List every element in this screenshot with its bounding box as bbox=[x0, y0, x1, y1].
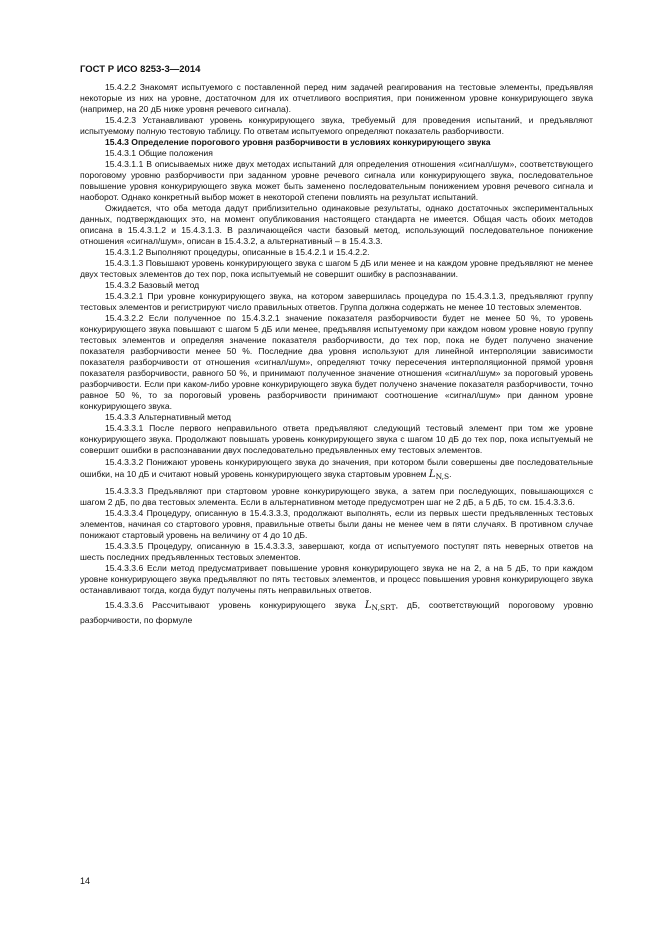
para-last-text-after: , дБ, соответствующий пороговому уровню разборчивости, по формуле bbox=[80, 600, 594, 625]
para-15-4-3-1-1: 15.4.3.1.1 В описываемых ниже двух методах испытаний для определения отношения «сигнал/шум», соответствующего пороговому уровню разборчивости при заданном уровне речевого сигнала или конкурирующего звука, последовательное повышение уровня конкурирующего звука может быть заменено последовательным понижением уровня речевого сигнала и наоборот. Однако конкретный выбор может в некоторой степени повлиять на результат испытаний. bbox=[80, 159, 593, 202]
subheading-15-4-3-2: 15.4.3.2 Базовый метод bbox=[105, 280, 200, 290]
symbol-l-nsrt bbox=[365, 600, 396, 611]
symbol-l-ns-subscript: N,S bbox=[435, 472, 450, 481]
para-15-4-3-2-1: 15.4.3.2.1 При уровне конкурирующего звука, на котором завершилась процедура по 15.4.3.1.3, предъявляют группу тестовых элементов и регистрируют число правильных ответов. Группа должна содержать не менее 10 тестовых элементов. bbox=[80, 291, 593, 312]
symbol-l-nsrt-subscript: N,SRT bbox=[371, 603, 396, 612]
para-15-4-3-3-5: 15.4.3.3.5 Процедуру, описанную в 15.4.3.3.3, завершают, когда от испытуемого поступят пять неверных ответов на шесть последних предъявленных тестовых элементов. bbox=[80, 541, 593, 562]
symbol-l-2: L bbox=[364, 600, 372, 611]
para-15-4-3-3-4: 15.4.3.3.4 Процедуру, описанную в 15.4.3.3.3, продолжают выполнять, если из первых шести предъявленных тестовых элементов, начиная со стартового уровня, правильные ответы были даны не менее чем в пяти случаях. В противном случае понижают стартовый уровень на величину от 4 до 10 дБ. bbox=[80, 508, 593, 540]
para-15-4-3-1-3: 15.4.3.1.3 Повышают уровень конкурирующего звука с шагом 5 дБ или менее и на каждом уровне предъявляют не менее двух тестовых элементов до тех пор, пока испытуемый не совершит ошибку в распознавании. bbox=[80, 258, 593, 279]
para-15-4-3-2-2: 15.4.3.2.2 Если полученное по 15.4.3.2.1 значение показателя разборчивости будет не менее 50 %, то уровень конкурирующего звука повышают с шагом 5 дБ или менее, предъявляя испытуемому при каждом новом уровне новую группу тестовых элементов и определяя значение показателя разборчивости, до тех пор, пока не будет получено значение показателя разборчивости менее 50 %. Последние два уровня используют для линейной интерполяции зависимости показателя разборчивости от отношения «сигнал/шум», определяют точку пересечения интерполяционной прямой уровня показателя разборчивости, равного 50 %, и принимают полученное значение отношения «сигнал/шум» за пороговый уровень разборчивости. Если при каком-либо уровне конкурирующего звука будет получено значение показателя разборчивости, точно равное 50 %, то за пороговый уровень разборчивости принимают соотношение «сигнал/шум» при данном уровне конкурирующего звука. bbox=[80, 313, 593, 411]
para-15-4-3-3-6-b bbox=[80, 599, 593, 626]
para-15-4-2-2: 15.4.2.2 Знакомят испытуемого с поставленной перед ним задачей реагирования на тестовые элементы, предъявляя некоторые из них на уровне, достаточном для их отчетливого восприятия, при пониженном уровне конкурирующего звука (например, на 20 дБ ниже уровня речевого сигнала). bbox=[80, 82, 593, 114]
para-15-4-2-3: 15.4.2.3 Устанавливают уровень конкурирующего звука, требуемый для проведения испытаний, и предъявляют испытуемому полную тестовую таблицу. По ответам испытуемого определяют показатель разборчивости. bbox=[80, 115, 593, 136]
document-header: ГОСТ Р ИСО 8253-3—2014 bbox=[80, 64, 201, 75]
para-last-text-before: 15.4.3.3.6 Рассчитывают уровень конкурирующего звука bbox=[105, 600, 356, 610]
para-15-4-3-3-2-tail: . bbox=[449, 469, 452, 479]
para-expected-results: Ожидается, что оба метода дадут приблизительно одинаковые результаты, однако достаточных экспериментальных данных, подтверждающих это, на момент опубликования настоящего стандарта не имеется. Общая часть обоих методов описана в 15.4.3.1.2 и 15.4.3.1.3. В различающейся части базовый метод, использующий последовательное понижение отношения «сигнал/шум», описан в 15.4.3.2, а альтернативный – в 15.4.3.3. bbox=[80, 203, 593, 246]
para-15-4-3-3-1: 15.4.3.3.1 После первого неправильного ответа предъявляют следующий тестовый элемент при том же уровне конкурирующего звука. Продолжают повышать уровень конкурирующего звука с шагом 10 дБ до тех пор, пока испытуемый не совершит ошибки в распознавании двух последовательно предъявленных ему тестовых элементов. bbox=[80, 423, 593, 455]
page-number: 14 bbox=[80, 876, 91, 886]
para-15-4-3-3-6-a: 15.4.3.3.6 Если метод предусматривает повышение уровня конкурирующего звука не на 2, а на 5 дБ, то при каждом уровне конкурирующего звука предъявляют по пять тестовых элементов, и процесс повышения уровня конкурирующего звука останавливают тогда, когда будут получены пять неправильных ответов. bbox=[80, 563, 593, 595]
page-body bbox=[80, 82, 593, 626]
para-15-4-3-3-2-text: 15.4.3.3.2 Понижают уровень конкурирующего звука до значения, при котором были совершены две последовательные ошибки, на 10 дБ и считают новый уровень конкурирующего звука стартовым уровнем bbox=[80, 457, 593, 479]
symbol-l-ns bbox=[428, 469, 452, 481]
para-15-4-3-3-3: 15.4.3.3.3 Предъявляют при стартовом уровне конкурирующего звука, а затем при последующих, повышающихся с шагом 2 дБ, по два тестовых элемента. Если в альтернативном методе предусмотрен шаг не 2 дБ, а 5 дБ, то см. 15.4.3.3.6. bbox=[80, 486, 593, 507]
para-15-4-3-3-2 bbox=[80, 456, 593, 483]
section-heading-15-4-3: 15.4.3 Определение порогового уровня разборчивости в условиях конкурирующего звука bbox=[105, 137, 491, 147]
symbol-l: L bbox=[428, 469, 436, 480]
subheading-15-4-3-1: 15.4.3.1 Общие положения bbox=[105, 148, 213, 158]
para-15-4-3-1-2: 15.4.3.1.2 Выполняют процедуры, описанные в 15.4.2.1 и 15.4.2.2. bbox=[105, 247, 370, 257]
subheading-15-4-3-3: 15.4.3.3 Альтернативный метод bbox=[105, 412, 231, 422]
